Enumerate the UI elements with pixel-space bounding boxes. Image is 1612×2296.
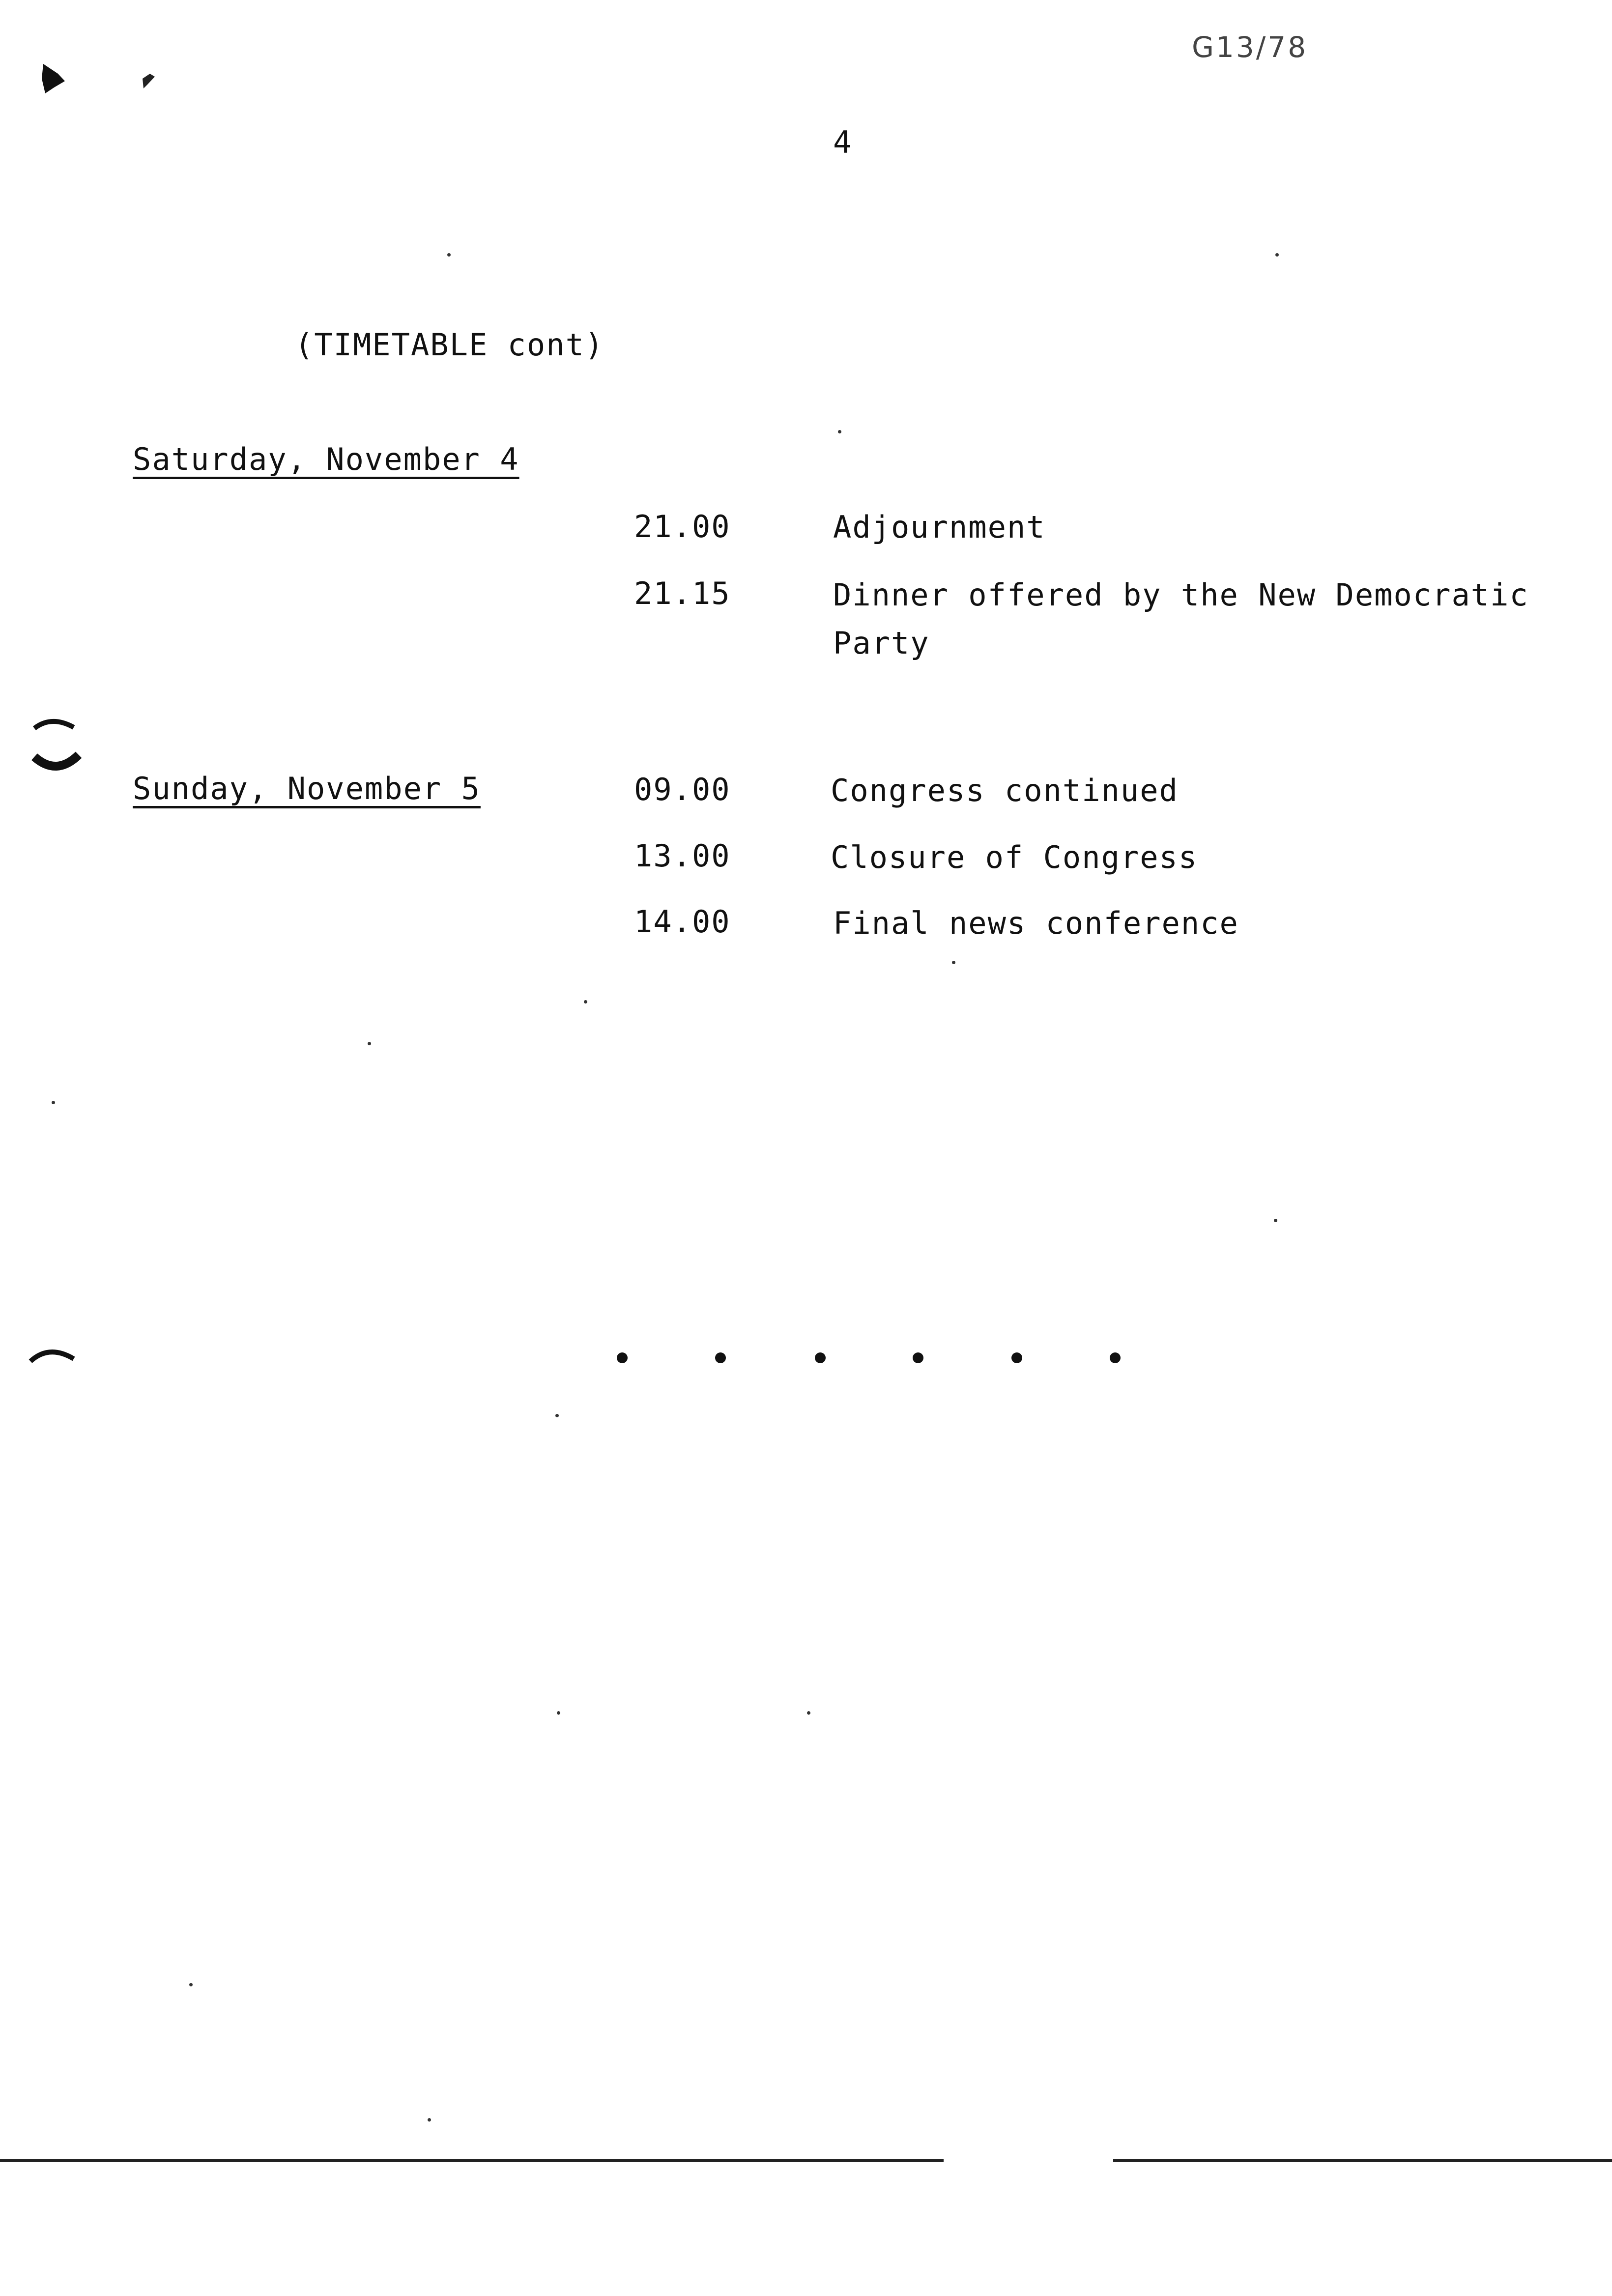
ink-speck <box>1274 1219 1277 1222</box>
document-reference: G13/78 <box>1192 30 1308 64</box>
ink-speck <box>555 1414 559 1417</box>
time-entry: 21.00 <box>634 509 731 545</box>
punch-hole-arc <box>34 755 79 766</box>
ink-blot <box>42 64 65 93</box>
time-entry: 21.15 <box>634 575 731 611</box>
ink-speck <box>52 1101 55 1104</box>
ink-speck <box>428 2118 431 2122</box>
section-heading: (TIMETABLE cont) <box>295 327 604 363</box>
event-entry: Closure of Congress <box>831 839 1198 875</box>
time-entry: 09.00 <box>634 772 731 807</box>
punch-hole-arc <box>34 721 74 728</box>
ink-blot <box>143 74 155 88</box>
event-entry: Final news conference <box>833 905 1239 941</box>
bottom-rule <box>1113 2159 1612 2162</box>
ink-speck <box>447 253 451 257</box>
bottom-rule <box>0 2159 944 2162</box>
time-entry: 13.00 <box>634 838 731 874</box>
day-label-sunday: Sunday, November 5 <box>133 771 481 806</box>
ink-speck <box>952 961 955 964</box>
time-entry: 14.00 <box>634 904 731 940</box>
page-number: 4 <box>833 124 853 160</box>
ink-speck <box>584 1000 587 1004</box>
ink-speck <box>557 1711 560 1715</box>
punch-hole-arc <box>30 1352 74 1361</box>
day-label-saturday: Saturday, November 4 <box>133 441 519 477</box>
event-entry: Congress continued <box>831 773 1179 808</box>
event-entry: Dinner offered by the New Democratic Party <box>833 577 1529 661</box>
ink-speck <box>807 1711 810 1715</box>
ink-speck <box>189 1983 193 1986</box>
ink-speck <box>1275 253 1279 257</box>
event-entry: Adjournment <box>833 509 1046 545</box>
ink-speck <box>838 430 841 433</box>
ink-speck <box>368 1042 371 1045</box>
